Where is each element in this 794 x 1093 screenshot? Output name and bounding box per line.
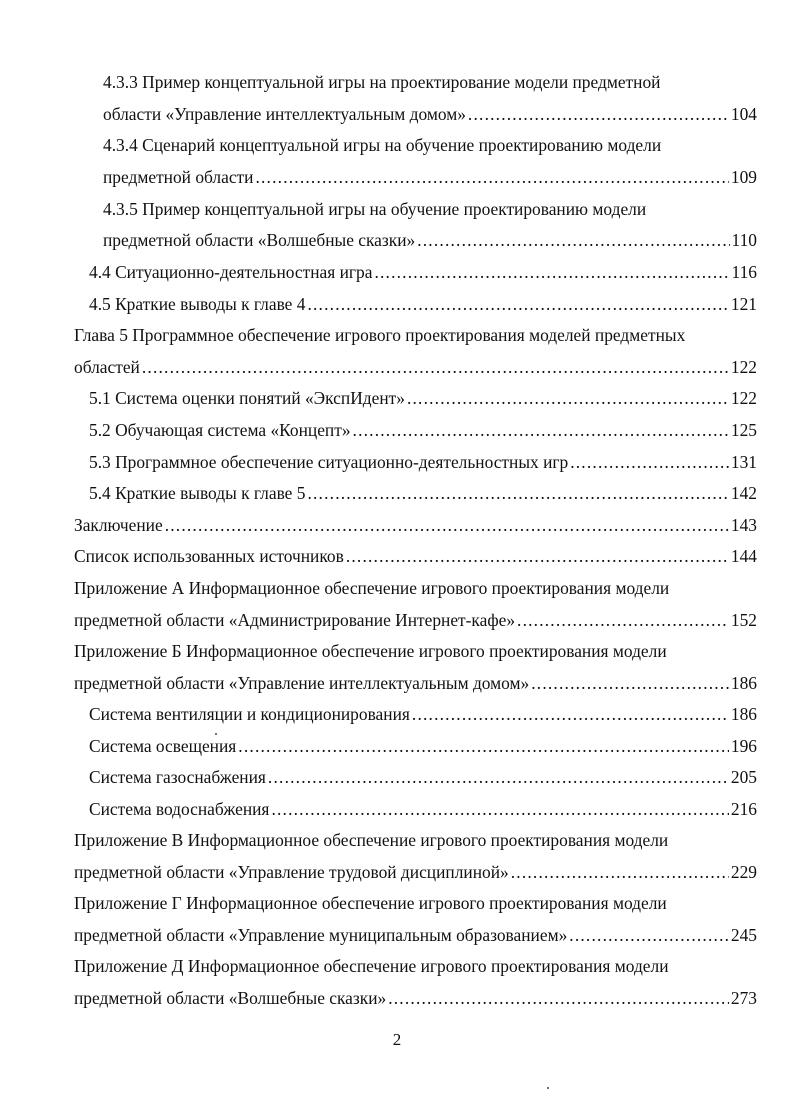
toc-page-number: 245 bbox=[730, 925, 757, 945]
toc-leader-dots bbox=[307, 481, 728, 505]
toc-page-number: 216 bbox=[730, 799, 757, 819]
toc-entry-text: 4.5 Краткие выводы к главе 4 bbox=[89, 294, 306, 314]
toc-entry-text: Список использованных источников bbox=[74, 546, 344, 566]
toc-leader-dots bbox=[388, 986, 729, 1010]
toc-entry-appendix-v-line1 bbox=[74, 828, 668, 852]
toc-entry-5-1[interactable] bbox=[89, 386, 757, 410]
toc-entry-appendix-a-line1 bbox=[74, 576, 669, 600]
toc-page-number: 110 bbox=[731, 230, 757, 250]
toc-page-number: 116 bbox=[731, 262, 757, 282]
toc-entry-text: областей bbox=[74, 357, 140, 377]
toc-leader-dots bbox=[570, 450, 729, 474]
toc-entry-text: 5.1 Система оценки понятий «ЭкспИдент» bbox=[89, 388, 405, 408]
toc-entry-text: 5.4 Краткие выводы к главе 5 bbox=[89, 483, 306, 503]
toc-leader-dots bbox=[511, 860, 729, 884]
toc-leader-dots bbox=[468, 102, 729, 126]
toc-entry-text: 4.3.5 Пример концептуальной игры на обучение проектированию модели bbox=[103, 199, 647, 219]
toc-entry-appendix-b-line1 bbox=[74, 639, 667, 663]
toc-entry-5-4[interactable] bbox=[89, 481, 757, 505]
toc-entry-chapter-5-line1 bbox=[74, 323, 685, 347]
toc-leader-dots bbox=[531, 671, 729, 695]
toc-entry-text: 5.2 Обучающая система «Концепт» bbox=[89, 420, 351, 440]
toc-entry-text: Глава 5 Программное обеспечение игрового проектирования моделей предметных bbox=[74, 325, 686, 345]
toc-leader-dots bbox=[268, 765, 729, 789]
toc-leader-dots bbox=[255, 165, 728, 189]
toc-entry-4-3-5[interactable] bbox=[103, 228, 757, 252]
toc-leader-dots bbox=[142, 355, 729, 379]
toc-entry-text: области «Управление интеллектуальным домом» bbox=[103, 104, 466, 124]
toc-page-number: 122 bbox=[730, 388, 757, 408]
toc-leader-dots bbox=[165, 513, 729, 537]
toc-entry-text: предметной области «Администрирование Интернет-кафе» bbox=[74, 610, 516, 630]
toc-page-number: 273 bbox=[730, 988, 757, 1008]
toc-page-number: 144 bbox=[730, 546, 757, 566]
toc-entry-text: Приложение Б Информационное обеспечение игрового проектирования модели bbox=[74, 641, 667, 661]
toc-entry-text: 4.3.3 Пример концептуальной игры на проектирование модели предметной bbox=[103, 72, 661, 92]
toc-entry-4-3-3-line1 bbox=[103, 70, 660, 94]
toc-entry-text: предметной области «Управление интеллектуальным домом» bbox=[74, 673, 530, 693]
toc-entry-text: Система вентиляции и кондиционирования bbox=[89, 704, 410, 724]
toc-entry-4-3-5-line1 bbox=[103, 197, 646, 221]
toc-page-number: 229 bbox=[730, 862, 757, 882]
toc-page-number: 131 bbox=[730, 452, 757, 472]
toc-entry-4-3-4-line1 bbox=[103, 133, 661, 157]
toc-page-number: 125 bbox=[730, 420, 757, 440]
toc-entry-text: предметной области bbox=[103, 167, 254, 187]
toc-entry-4-5[interactable] bbox=[89, 292, 757, 316]
toc-leader-dots bbox=[417, 228, 729, 252]
toc-entry-4-4[interactable] bbox=[89, 260, 757, 284]
toc-page-number: 121 bbox=[730, 294, 757, 314]
toc-entry-text: предметной области «Волшебные сказки» bbox=[103, 230, 416, 250]
toc-leader-dots bbox=[238, 734, 729, 758]
toc-leader-dots bbox=[271, 797, 728, 821]
toc-entry-appendix-g[interactable] bbox=[74, 923, 757, 947]
toc-page-number: 196 bbox=[730, 736, 757, 756]
toc-entry-conclusion[interactable] bbox=[74, 513, 757, 537]
toc-leader-dots bbox=[412, 702, 729, 726]
toc-entry-lighting[interactable] bbox=[89, 734, 757, 758]
toc-leader-dots bbox=[307, 292, 728, 316]
toc-entry-water-supply[interactable] bbox=[89, 797, 757, 821]
toc-entry-appendix-a[interactable] bbox=[74, 608, 757, 632]
toc-page-number: 122 bbox=[730, 357, 757, 377]
toc-leader-dots bbox=[407, 386, 729, 410]
toc-page-number: 142 bbox=[730, 483, 757, 503]
page-number: 2 bbox=[392, 1030, 402, 1049]
toc-page-number: 186 bbox=[730, 673, 757, 693]
toc-entry-text: предметной области «Управление трудовой дисциплиной» bbox=[74, 862, 509, 882]
toc-page-number: 143 bbox=[730, 515, 757, 535]
toc-entry-text: Система газоснабжения bbox=[89, 767, 266, 787]
toc-entry-appendix-d[interactable] bbox=[74, 986, 757, 1010]
toc-entry-appendix-d-line1 bbox=[74, 954, 669, 978]
toc-page-number: 205 bbox=[730, 767, 757, 787]
toc-entry-text: Система освещения bbox=[89, 736, 237, 756]
toc-entry-text: Приложение В Информационное обеспечение игрового проектирования модели bbox=[74, 830, 669, 850]
toc-entry-appendix-g-line1 bbox=[74, 891, 667, 915]
toc-entry-5-3[interactable] bbox=[89, 450, 757, 474]
toc-entry-text: Заключение bbox=[74, 515, 163, 535]
toc-entry-text: Система водоснабжения bbox=[89, 799, 270, 819]
toc-leader-dots bbox=[353, 418, 729, 442]
toc-page-number: 152 bbox=[730, 610, 757, 630]
toc-leader-dots bbox=[569, 923, 729, 947]
toc-leader-dots bbox=[517, 608, 729, 632]
toc-entry-appendix-b[interactable] bbox=[74, 671, 757, 695]
toc-entry-chapter-5[interactable] bbox=[74, 355, 757, 379]
toc-entry-4-3-4[interactable] bbox=[103, 165, 757, 189]
toc-leader-dots bbox=[374, 260, 729, 284]
scan-speck bbox=[547, 1087, 549, 1089]
toc-entry-text: Приложение Г Информационное обеспечение игрового проектирования модели bbox=[74, 893, 667, 913]
toc-entry-4-3-3[interactable] bbox=[103, 102, 757, 126]
toc-entry-text: 4.4 Ситуационно-деятельностная игра bbox=[89, 262, 373, 282]
toc-entry-text: 4.3.4 Сценарий концептуальной игры на обучение проектированию модели bbox=[103, 135, 662, 155]
toc-page-number: 186 bbox=[730, 704, 757, 724]
toc-entry-text: Приложение Д Информационное обеспечение игрового проектирования модели bbox=[74, 956, 669, 976]
toc-entry-text: Приложение А Информационное обеспечение игрового проектирования модели bbox=[74, 578, 670, 598]
toc-entry-5-2[interactable] bbox=[89, 418, 757, 442]
toc-page-number: 109 bbox=[730, 167, 757, 187]
toc-leader-dots bbox=[346, 544, 729, 568]
toc-entry-ventilation[interactable] bbox=[89, 702, 757, 726]
toc-entry-text: предметной области «Волшебные сказки» bbox=[74, 988, 387, 1008]
toc-page-number: 104 bbox=[730, 104, 757, 124]
toc-entry-gas-supply[interactable] bbox=[89, 765, 757, 789]
scan-speck bbox=[215, 733, 217, 735]
toc-entry-text: предметной области «Управление муниципальным образованием» bbox=[74, 925, 568, 945]
toc-entry-appendix-v[interactable] bbox=[74, 860, 757, 884]
toc-entry-text: 5.3 Программное обеспечение ситуационно-деятельностных игр bbox=[89, 452, 569, 472]
toc-entry-references[interactable] bbox=[74, 544, 757, 568]
